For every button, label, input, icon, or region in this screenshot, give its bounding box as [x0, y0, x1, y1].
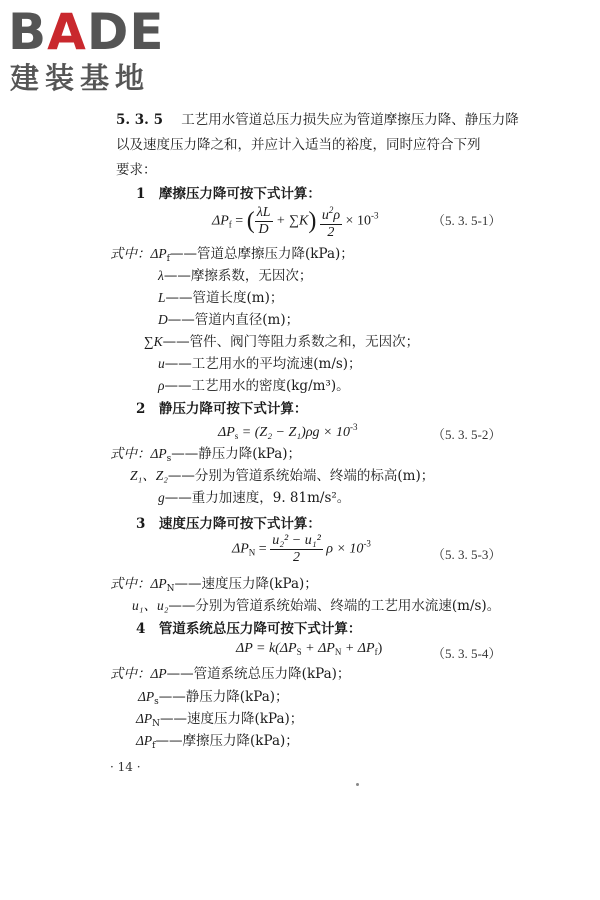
item-4-heading: 4 管道系统总压力降可按下式计算： — [136, 621, 362, 637]
logo-subtitle: 建装基地 — [10, 61, 151, 95]
equation-2: $\Delta P_s = (Z_2 - Z_1)\rho g \times 10^{-3}$ — [218, 422, 358, 441]
where-2-0: 式中：$\Delta P_s——$静压力降(kPa)； — [110, 446, 302, 464]
clause-line-3: 要求： — [116, 162, 157, 178]
equation-1: $\Delta P_f$ = ( $\frac{\lambda L}{D}$ + ∑K) $\frac{u^2\rho}{2}$ × $10^{-3}$ — [212, 202, 378, 241]
item-1-heading: 1 摩擦压力降可按下式计算： — [136, 186, 321, 202]
page-number: · 14 · — [110, 760, 141, 774]
where-4-0: 式中：ΔP——管道系统总压力降(kPa)； — [110, 666, 351, 682]
bade-logo — [6, 4, 178, 96]
item-2-heading: 2 静压力降可按下式计算： — [136, 401, 308, 417]
where-1-2: L——管道长度(m)； — [158, 290, 284, 306]
where-1-3: D——管道内直径(m)； — [158, 312, 300, 328]
clause-text-1: 工艺用水管道总压力损失应为管道摩擦压力降、静压力降 — [181, 112, 519, 128]
equation-4-number: （5. 3. 5-4） — [432, 646, 502, 661]
equation-2-number: （5. 3. 5-2） — [432, 427, 502, 442]
where-1-0: 式中：$\Delta P_f——$管道总摩擦压力降(kPa)； — [110, 246, 354, 264]
speck — [356, 783, 359, 786]
where-4-1: $\Delta P_s——$静压力降(kPa)； — [138, 689, 289, 707]
clause-number: 5. 3. 5 — [116, 112, 163, 128]
clause-line-2: 以及速度压力降之和，并应计入适当的裕度，同时应符合下列 — [116, 137, 481, 153]
equation-3: $\Delta P_N$ = $\frac{\text{u₂² − u₁²}}{2}$ $\rho \times 10^{-3}$ — [232, 533, 371, 565]
where-3-0: 式中：$\Delta P_N——$速度压力降(kPa)； — [110, 576, 318, 594]
logo-wordmark: BADE — [8, 3, 165, 61]
where-2-2: g——重力加速度，9. 81m/s²。 — [158, 490, 351, 506]
where-3-1: u₁、u₂——分别为管道系统始端、终端的工艺用水流速(m/s)。 — [132, 598, 501, 614]
equation-4: $\Delta P = k(\Delta P_S + \Delta P_N + \Delta P_f)$ — [236, 641, 383, 657]
equation-1-number: （5. 3. 5-1） — [432, 213, 502, 228]
equation-3-number: （5. 3. 5-3） — [432, 547, 502, 562]
where-1-1: λ——摩擦系数，无因次； — [158, 268, 313, 284]
where-4-3: $\Delta P_f——$摩擦压力降(kPa)； — [136, 733, 299, 751]
where-1-6: ρ——工艺用水的密度(kg/m³)。 — [158, 378, 350, 394]
where-1-5: u——工艺用水的平均流速(m/s)； — [158, 356, 362, 372]
where-4-2: $\Delta P_N——$速度压力降(kPa)； — [136, 711, 304, 729]
where-2-1: Z₁、Z₂——分别为管道系统始端、终端的标高(m)； — [130, 468, 435, 484]
where-1-4: ∑K——管件、阀门等阻力系数之和，无因次； — [144, 334, 420, 350]
clause-line-1 — [116, 112, 519, 128]
item-3-heading: 3 速度压力降可按下式计算： — [136, 516, 321, 532]
